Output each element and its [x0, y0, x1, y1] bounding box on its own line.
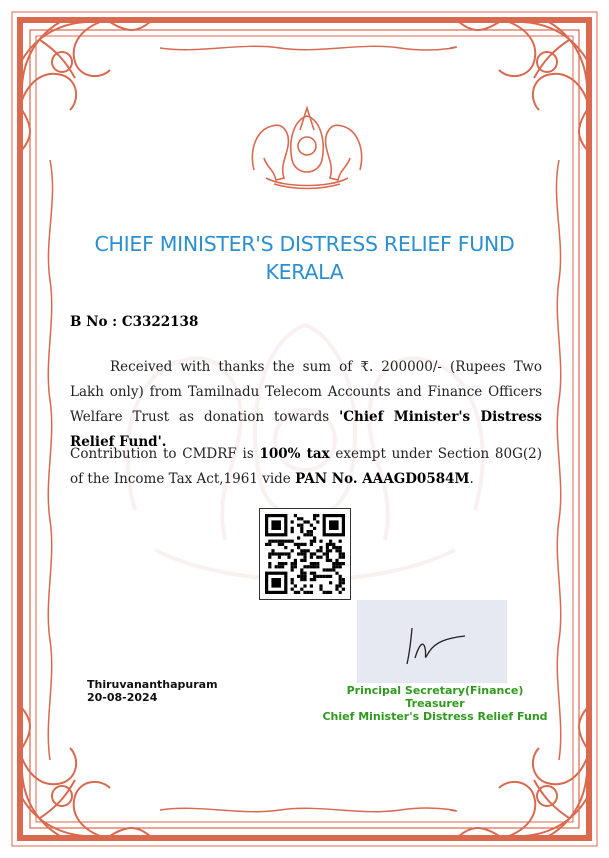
issue-date: 20-08-2024	[87, 691, 158, 704]
qr-code-icon	[259, 508, 351, 600]
signature-icon	[357, 600, 507, 683]
kerala-emblem-icon	[244, 100, 370, 192]
tax-paragraph	[70, 442, 542, 492]
pan-number: PAN No. AAAGD0584M	[295, 471, 470, 487]
place-and-date	[87, 678, 218, 704]
signatory-block	[320, 684, 550, 723]
receipt-number-label: B No :	[70, 314, 122, 330]
fund-title	[60, 230, 549, 286]
place-city: Thiruvananthapuram	[87, 678, 218, 691]
signatory-fund: Chief Minister's Distress Relief Fund	[322, 710, 548, 723]
receipt-number-value: C3322138	[121, 314, 199, 330]
signatory-title: Principal Secretary(Finance)	[346, 684, 524, 697]
fund-name-bold: 'Chief Minister's Distress Relief Fund'.	[70, 409, 543, 450]
signatory-role: Treasurer	[405, 697, 465, 710]
receipt-text: Received with thanks the sum of ₹. 200000/- (Rupees Two Lakh only) from Tamilnadu Telecom Accounts and Finance Officers Welfare Trust as donation towards	[70, 359, 542, 425]
fund-title-line2: KERALA	[265, 260, 344, 284]
tax-exempt-bold: 100% tax	[259, 446, 330, 462]
tax-text-a: Contribution to CMDRF is	[70, 446, 260, 462]
signature-image	[357, 600, 507, 683]
tax-text-b: exempt under Section 80G(2) of the Income Tax Act,1961 vide	[70, 446, 542, 487]
receipt-paragraph	[70, 355, 542, 455]
tax-text-c: .	[469, 471, 474, 487]
receipt-number	[70, 314, 198, 330]
fund-title-line1: CHIEF MINISTER'S DISTRESS RELIEF FUND	[94, 232, 515, 256]
